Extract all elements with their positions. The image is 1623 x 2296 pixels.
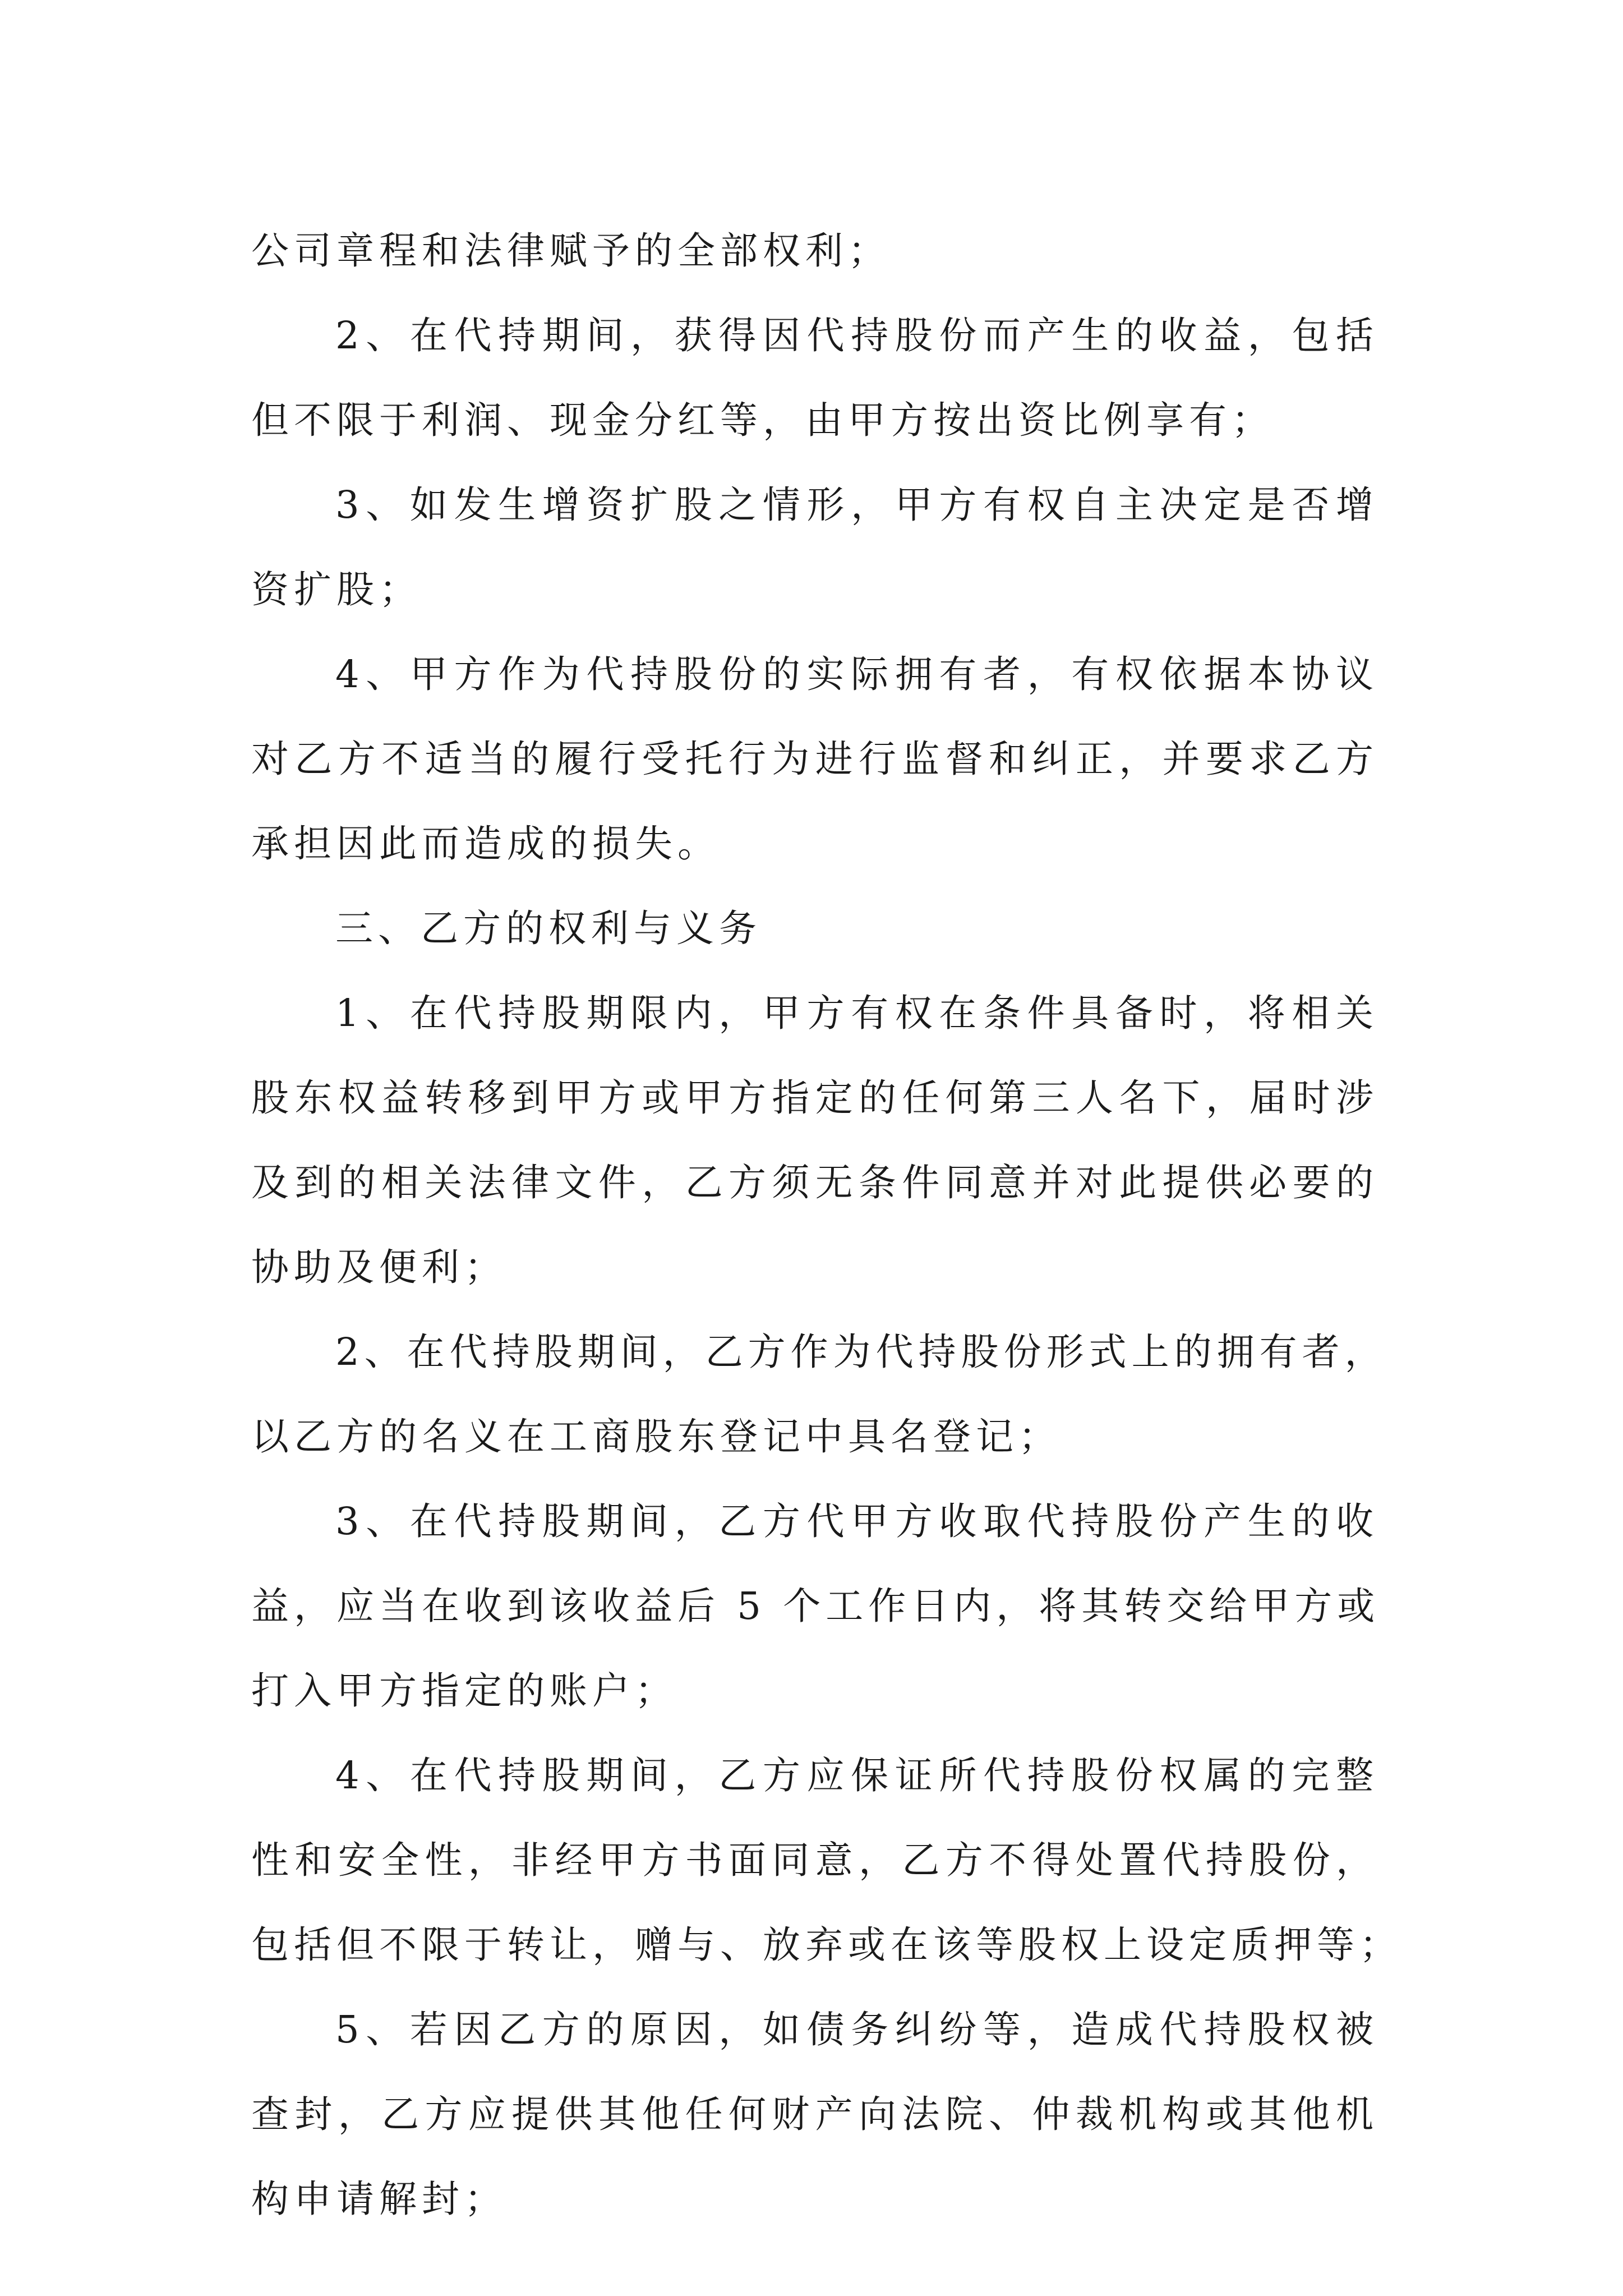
paragraph-line: 2、在代持股期间，乙方作为代持股份形式上的拥有者，: [335, 1330, 1387, 1374]
paragraph-party-b-item-4: [251, 1733, 1402, 1987]
paragraph-line: 3、在代持股期间，乙方代甲方收取代持股份产生的收: [335, 1499, 1378, 1543]
paragraph-party-b-item-5: [251, 1987, 1378, 2242]
paragraph-line: 5、若因乙方的原因，如债务纠纷等，造成代持股权被: [335, 2008, 1378, 2051]
paragraph-line: 股东权益转移到甲方或甲方指定的任何第三人名下，届时涉: [251, 1076, 1378, 1120]
section-heading: 三、乙方的权利与义务: [335, 907, 762, 950]
paragraph-line: 协助及便利；: [251, 1245, 507, 1289]
paragraph-party-b-item-3: [251, 1479, 1378, 1733]
paragraph-rights-continued: [251, 209, 1378, 293]
paragraph-line: 对乙方不适当的履行受托行为进行监督和纠正，并要求乙方: [251, 737, 1378, 781]
paragraph-line: 3、如发生增资扩股之情形，甲方有权自主决定是否增: [335, 483, 1378, 527]
paragraph-party-b-item-1: [251, 971, 1378, 1310]
paragraph-line: 但不限于利润、现金分红等，由甲方按出资比例享有；: [251, 398, 1274, 442]
document-body: [251, 209, 1402, 2242]
paragraph-line: 益，应当在收到该收益后 5 个工作日内，将其转交给甲方或: [251, 1584, 1380, 1628]
paragraph-line: 4、甲方作为代持股份的实际拥有者，有权依据本协议: [335, 652, 1378, 696]
paragraph-line: 构申请解封；: [251, 2177, 507, 2221]
paragraph-line: 及到的相关法律文件，乙方须无条件同意并对此提供必要的: [251, 1161, 1378, 1204]
paragraph-party-a-item-3: [251, 463, 1378, 632]
paragraph-party-a-item-4: [251, 632, 1378, 886]
paragraph-line: 查封，乙方应提供其他任何财产向法院、仲裁机构或其他机: [251, 2092, 1378, 2136]
paragraph-line: 承担因此而造成的损失。: [251, 822, 720, 866]
paragraph-line: 以乙方的名义在工商股东登记中具名登记；: [251, 1415, 1061, 1458]
paragraph-party-a-item-2: [251, 293, 1378, 463]
paragraph-line: 公司章程和法律赋予的全部权利；: [251, 229, 891, 273]
paragraph-line: 1、在代持股期限内，甲方有权在条件具备时，将相关: [335, 991, 1378, 1035]
paragraph-line: 2、在代持期间，获得因代持股份而产生的收益，包括: [335, 314, 1378, 357]
paragraph-line: 资扩股；: [251, 568, 422, 611]
paragraph-line: 4、在代持股期间，乙方应保证所代持股份权属的完整: [335, 1754, 1378, 1797]
paragraph-line: 打入甲方指定的账户；: [251, 1669, 677, 1713]
paragraph-party-b-item-2: [251, 1310, 1387, 1479]
section-heading-party-b: [251, 886, 1378, 971]
paragraph-line: 性和安全性，非经甲方书面同意，乙方不得处置代持股份，: [251, 1838, 1378, 1882]
paragraph-line: 包括但不限于转让，赠与、放弃或在该等股权上设定质押等；: [251, 1923, 1402, 1967]
